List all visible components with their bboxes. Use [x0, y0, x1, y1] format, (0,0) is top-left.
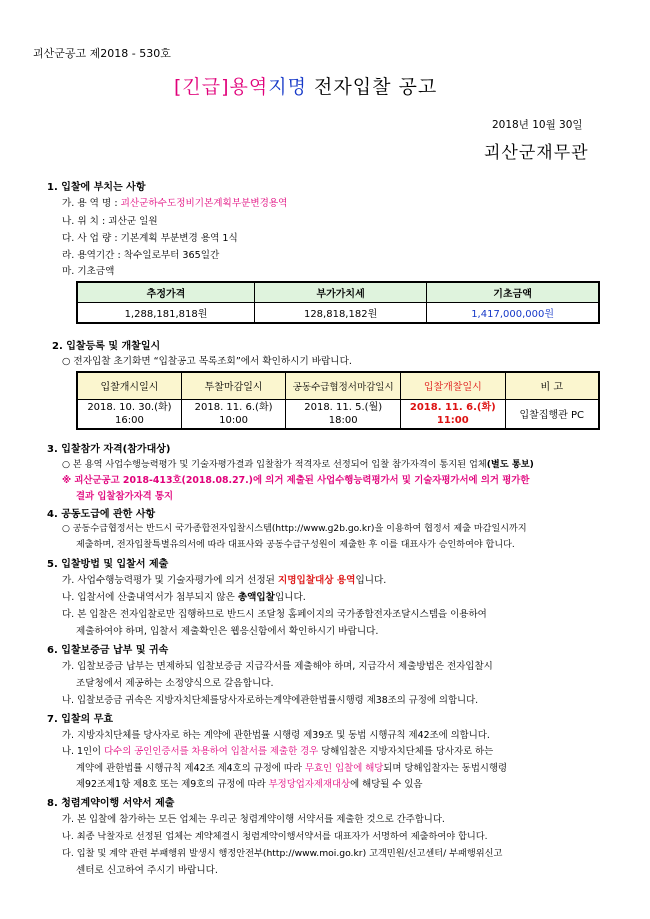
s7-na3: 제92조제1항 제8호 또는 제9호의 규정에 따라 부정당업자제재대상에 해당될 수 있음 — [76, 779, 423, 790]
s1-item-base-amount: 마. 기초금액 — [62, 266, 115, 277]
s7-ga: 가. 지방자치단체를 당사자로 하는 계약에 관한법률 시행령 제39조 및 동법 시행규칙 제42조에 의합니다. — [62, 730, 490, 741]
th-remark: 비 고 — [505, 372, 599, 399]
doc-number: 괴산군공고 제2018 - 530호 — [33, 47, 171, 60]
td-base-amount: 1,417,000,000원 — [427, 302, 599, 323]
th-consortium-deadline: 공동수급협정서마감일시 — [286, 372, 401, 399]
th-open: 입찰개시일시 — [77, 372, 181, 399]
section-1-heading: 1. 입찰에 부치는 사항 — [47, 182, 146, 193]
s2-note: ○ 전자입찰 초기화면 “입찰공고 목록조회”에서 확인하시기 바랍니다. — [62, 356, 352, 367]
s7-na2: 계약에 관한법률 시행규칙 제42조 제4호의 규정에 따라 무효인 입찰에 해당되며 당해입찰자는 동법시행령 — [76, 763, 508, 774]
s1-item-location: 나. 위 치 : 괴산군 일원 — [62, 216, 158, 227]
title-designation: 지명 — [268, 76, 307, 98]
section-6-heading: 6. 입찰보증금 납부 및 귀속 — [47, 645, 169, 656]
s3-line2: ※ 괴산군공고 2018-413호(2018.08.27.)에 의거 제출된 사업수행능력평가서 및 기술자평가서에 의거 평가한 — [62, 475, 530, 486]
td-open: 2018. 10. 30.(화) 16:00 — [77, 399, 181, 429]
issuer: 괴산군재무관 — [484, 143, 589, 163]
s8-da2: 센터로 신고하여 주시기 바랍니다. — [76, 865, 218, 876]
title-urgent: [긴급]용역 — [174, 76, 269, 98]
th-vat: 부가가치세 — [254, 282, 426, 302]
s6-ga1: 가. 입찰보증금 납부는 면제하되 입찰보증금 지급각서를 제출해야 하며, 지급각서 제출방법은 전자입찰시 — [62, 661, 493, 672]
td-opening: 2018. 11. 6.(화) 11:00 — [401, 399, 505, 429]
s8-da1: 다. 입찰 및 계약 관련 부패행위 발생시 행정안전부(http://www.moi.go.kr) 고객민원/신고센터/ 부패행위신고 — [62, 848, 503, 859]
s8-na: 나. 최종 낙찰자로 선정된 업체는 계약체결시 청렴계약이행서약서를 대표자가 서명하여 제출하여야 합니다. — [62, 831, 488, 842]
td-estimated-price: 1,288,181,818원 — [77, 302, 254, 323]
th-close: 투찰마감일시 — [181, 372, 285, 399]
s7-na1: 나. 1인이 다수의 공인인증서를 차용하여 입찰서를 제출한 경우 당해입찰은 지방자치단체를 당사자로 하는 — [62, 746, 494, 757]
section-2-heading: 2. 입찰등록 및 개찰일시 — [52, 341, 161, 352]
section-5-heading: 5. 입찰방법 및 입찰서 제출 — [47, 559, 169, 570]
s5-da2: 제출하여야 하며, 입찰서 제출확인은 웹응신함에서 확인하시기 바랍니다. — [76, 626, 379, 637]
page-title — [174, 72, 437, 99]
title-rest: 전자입찰 공고 — [306, 76, 438, 98]
s5-na: 나. 입찰서에 산출내역서가 첨부되지 않은 총액입찰입니다. — [62, 592, 306, 603]
td-consortium-deadline: 2018. 11. 5.(월) 18:00 — [286, 399, 401, 429]
section-4-heading: 4. 공동도급에 관한 사항 — [47, 509, 156, 520]
th-base-amount: 기초금액 — [427, 282, 599, 302]
s1-item-name: 가. 용 역 명 : 괴산군하수도정비기본계획부분변경용역 — [62, 198, 288, 209]
schedule-table — [76, 371, 600, 430]
s5-da1: 다. 본 입찰은 전자입찰로만 집행하므로 반드시 조달청 홈페이지의 국가종합전자조달시스템을 이용하여 — [62, 609, 487, 620]
section-7-heading: 7. 입찰의 무효 — [47, 714, 114, 725]
th-estimated-price: 추정가격 — [77, 282, 254, 302]
s5-ga: 가. 사업수행능력평가 및 기술자평가에 의거 선정된 지명입찰대상 용역입니다. — [62, 575, 387, 586]
s4-line1: ○ 공동수급협정서는 반드시 국가종합전자입찰시스템(http://www.g2b.go.kr)을 이용하여 협정서 제출 마감일시까지 — [62, 524, 527, 534]
s3-line3: 결과 입찰참가자격 통지 — [76, 491, 174, 502]
th-opening: 입찰개찰일시 — [401, 372, 505, 399]
base-amount-table — [76, 281, 600, 324]
s4-line2: 제출하며, 전자입찰특별유의서에 따라 대표사와 공동수급구성원이 제출한 후 이를 대표사가 승인하여야 합니다. — [76, 540, 515, 550]
doc-date: 2018년 10월 30일 — [492, 119, 583, 131]
section-3-heading: 3. 입찰참가 자격(참가대상) — [47, 444, 171, 455]
s3-line1: ○ 본 용역 사업수행능력평가 및 기술자평가결과 입찰참가 적격자로 선정되어 입찰 참가자격이 통지된 업체(별도 통보) — [62, 459, 534, 470]
s1-item-period: 라. 용역기간 : 착수일로부터 365일간 — [62, 250, 220, 261]
td-close: 2018. 11. 6.(화) 10:00 — [181, 399, 285, 429]
s6-ga2: 조달청에서 제공하는 소정양식으로 갈음합니다. — [76, 678, 274, 689]
td-vat: 128,818,182원 — [254, 302, 426, 323]
s8-ga: 가. 본 입찰에 참가하는 모든 업체는 우리군 청렴계약이행 서약서를 제출한 것으로 간주합니다. — [62, 814, 445, 825]
section-8-heading: 8. 청렴계약이행 서약서 제출 — [47, 798, 175, 809]
td-remark: 입찰집행관 PC — [505, 399, 599, 429]
s6-na: 나. 입찰보증금 귀속은 지방자치단체를당사자로하는계약에관한법률시행령 제38조의 규정에 의합니다. — [62, 695, 479, 706]
s1-item-scope: 다. 사 업 량 : 기본계획 부분변경 용역 1식 — [62, 233, 238, 244]
